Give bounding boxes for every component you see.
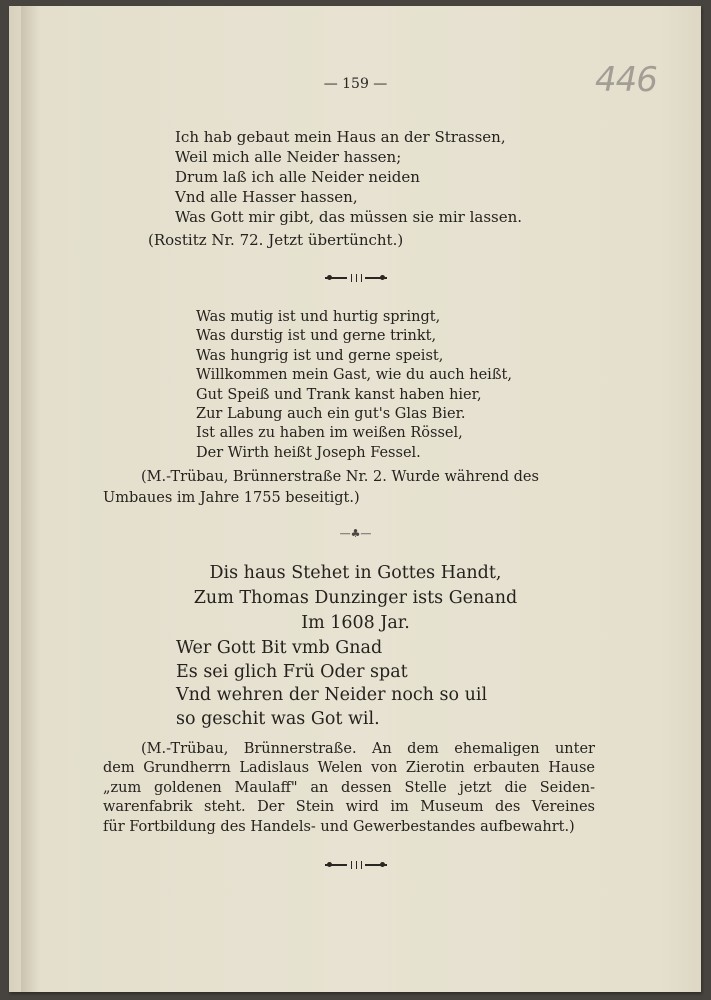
note-line: (M.-Trübau, Brünnerstraße. An dem ehemaligen unter xyxy=(141,741,595,757)
note-line: für Fortbildung des Handels- und Gewerbestandes aufbewahrt.) xyxy=(103,818,575,835)
page-fold-shadow xyxy=(21,6,41,992)
section-divider xyxy=(0,857,711,875)
verse-line: Vnd alle Hasser hassen, xyxy=(175,188,358,206)
inscription-3-head xyxy=(0,561,711,636)
inscription-line: Im 1608 Jar. xyxy=(301,613,410,633)
inscription-3-rhyme xyxy=(176,637,487,731)
inscription-line: so geschit was Got wil. xyxy=(176,708,380,729)
divider-ornament xyxy=(325,860,387,870)
inscription-line: Vnd wehren der Neider noch so uil xyxy=(176,685,488,705)
verse-line: Der Wirth heißt Joseph Fessel. xyxy=(196,444,421,461)
inscription-line: Es sei glich Frü Oder spat xyxy=(176,661,408,682)
section-divider xyxy=(0,270,711,288)
inscription-line: Zum Thomas Dunzinger ists Genand xyxy=(193,588,518,608)
verse-line: Ich hab gebaut mein Haus an der Strassen, xyxy=(175,128,506,146)
inscription-line: Wer Gott Bit vmb Gnad xyxy=(176,638,383,658)
note-line: „zum goldenen Maulaff" an dessen Stelle jetzt die Seiden- xyxy=(103,779,595,796)
inscription-1-verse xyxy=(175,127,522,227)
verse-line: Willkommen mein Gast, wie du auch heißt, xyxy=(196,367,512,384)
note-line: (M.-Trübau, Brünnerstraße Nr. 2. Wurde während des xyxy=(141,469,539,485)
verse-line: Gut Speiß und Trank kanst haben hier, xyxy=(196,386,482,403)
small-ornament: —♣— xyxy=(339,527,372,540)
verse-line: Ist alles zu haben im weißen Rössel, xyxy=(196,425,463,442)
verse-line: Weil mich alle Neider hassen; xyxy=(175,148,402,166)
verse-line: Was hungrig ist und gerne speist, xyxy=(196,347,444,364)
verse-line: Zur Labung auch ein gut's Glas Bier. xyxy=(196,406,466,423)
verse-line: Was mutig ist und hurtig springt, xyxy=(196,309,441,325)
inscription-1-note: (Rostitz Nr. 72. Jetzt übertüncht.) xyxy=(148,231,404,249)
page-number: — 159 — xyxy=(323,76,388,92)
pencil-annotation: 446 xyxy=(595,60,657,100)
note-line: Umbaues im Jahre 1755 beseitigt.) xyxy=(103,490,360,506)
divider-ornament xyxy=(325,273,387,283)
note-line: dem Grundherrn Ladislaus Welen von Zierotin erbauten Hause xyxy=(103,760,595,777)
inscription-3-note xyxy=(103,740,595,837)
verse-line: Drum laß ich alle Neider neiden xyxy=(175,168,420,186)
note-line: warenfabrik steht. Der Stein wird im Museum des Vereines xyxy=(103,799,595,816)
verse-line: Was Gott mir gibt, das müssen sie mir lassen. xyxy=(175,208,523,226)
inscription-2-verse xyxy=(196,308,512,463)
verse-line: Was durstig ist und gerne trinkt, xyxy=(196,328,437,345)
inscription-2-note xyxy=(103,467,595,509)
inscription-line: Dis haus Stehet in Gottes Handt, xyxy=(209,563,502,583)
